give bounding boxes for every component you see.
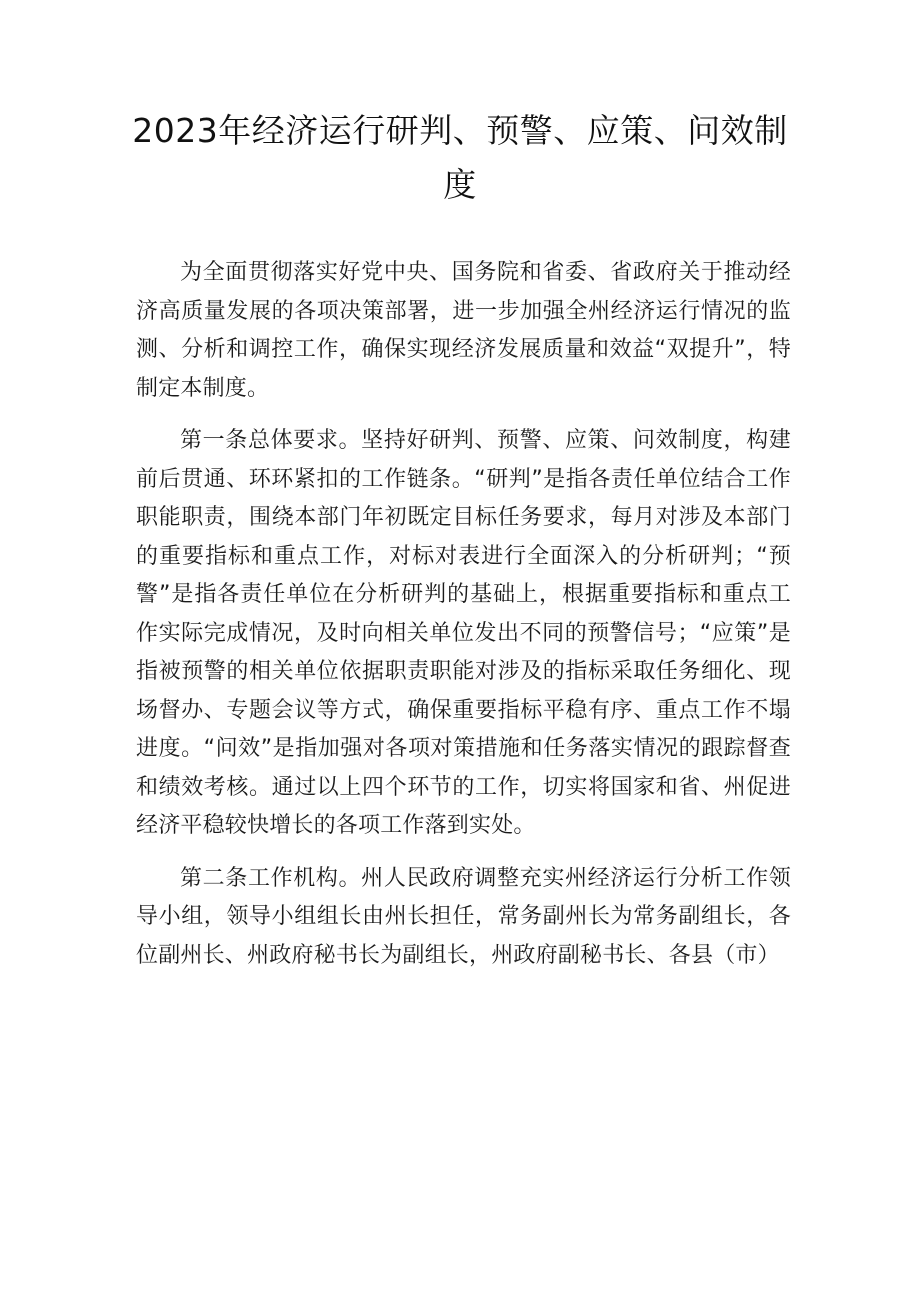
paragraph-article-1: 第一条总体要求。坚持好研判、预警、应策、问效制度，构建前后贯通、环环紧扣的工作链条。“研判”是指各责任单位结合工作职能职责，围绕本部门年初既定目标任务要求，每月对涉及本部门的重要指标和重点工作，对标对表进行全面深入的分析研判；“预警”是指各责任单位在分析研判的基础上，根据重要指标和重点工作实际完成情况，及时向相关单位发出不同的预警信号；“应策”是指被预警的相关单位依据职责职能对涉及的指标采取任务细化、现场督办、专题会议等方式，确保重要指标平稳有序、重点工作不塌进度。“问效”是指加强对各项对策措施和任务落实情况的跟踪督查和绩效考核。通过以上四个环节的工作，切实将国家和省、州促进经济平稳较快增长的各项工作落到实处。 [136, 428, 791, 838]
document-title: 2023年经济运行研判、预警、应策、问效制度 [132, 111, 788, 204]
paragraph-article-2: 第二条工作机构。州人民政府调整充实州经济运行分析工作领导小组，领导小组组长由州长担任，常务副州长为常务副组长，各位副州长、州政府秘书长为副组长，州政府副秘书长、各县（市） [136, 865, 791, 968]
paragraph-intro: 为全面贯彻落实好党中央、国务院和省委、省政府关于推动经济高质量发展的各项决策部署，进一步加强全州经济运行情况的监测、分析和调控工作，确保实现经济发展质量和效益“双提升”，特制定本制度。 [136, 260, 791, 401]
document-body [136, 254, 791, 975]
